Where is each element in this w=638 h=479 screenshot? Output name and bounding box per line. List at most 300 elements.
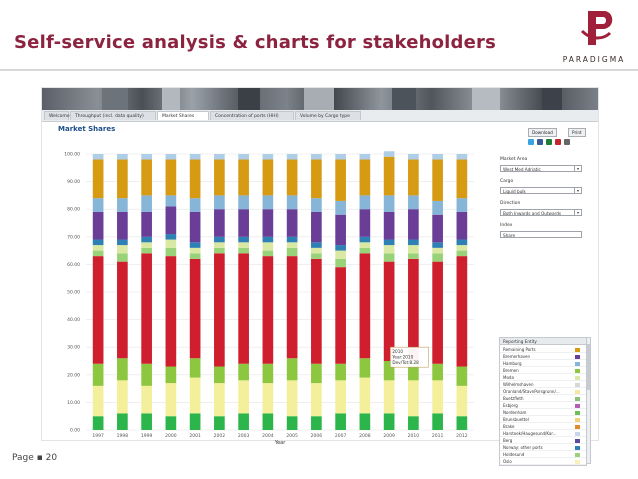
legend-item-label: Harstoek/Haugesund/Kar...: [503, 431, 557, 436]
x-tick-label: 2012: [456, 434, 468, 439]
page-number: 20: [45, 453, 58, 463]
legend-swatch: [575, 411, 580, 415]
chevron-down-icon: ▾: [574, 188, 581, 193]
legend-item-label: Hamburg: [503, 361, 522, 366]
bar-segment: [360, 160, 371, 196]
y-tick-label: 70.00: [67, 235, 80, 241]
bar-segment: [141, 413, 152, 430]
legend-swatch: [575, 369, 580, 373]
bar-segment: [384, 413, 395, 430]
bar-segment: [408, 154, 419, 160]
bar-segment: [166, 206, 177, 234]
y-tick-label: 0.00: [69, 428, 80, 434]
bar-segment: [238, 413, 249, 430]
bar-segment: [190, 253, 201, 259]
bar-segment: [166, 195, 177, 206]
x-tick-label: 2001: [189, 434, 201, 439]
bar-segment: [93, 364, 104, 386]
legend-item-label: Buetzfleth: [503, 396, 524, 401]
bar-segment: [335, 245, 346, 251]
bar-segment: [287, 209, 298, 237]
bar-segment: [190, 259, 201, 358]
legend-item-label: Oslo: [503, 459, 512, 464]
bar-segment: [408, 416, 419, 430]
legend-item[interactable]: [500, 416, 586, 423]
legend-item-label: Brunsbuettel: [503, 417, 529, 422]
bar-segment: [238, 209, 249, 237]
bar-segment: [335, 251, 346, 259]
x-tick-label: 1997: [92, 434, 104, 439]
tab-welcome[interactable]: Welcome: [44, 111, 69, 120]
legend-swatch: [575, 439, 580, 443]
bar-segment: [335, 413, 346, 430]
bar-segment: [457, 256, 468, 366]
bar-segment: [214, 154, 225, 160]
bar-segment: [93, 198, 104, 212]
bar-segment: [360, 248, 371, 254]
bar-segment: [263, 256, 274, 364]
bar-segment: [432, 215, 443, 243]
legend-scrollbar[interactable]: [586, 337, 591, 464]
bar-segment: [190, 378, 201, 414]
legend-swatch: [575, 425, 580, 429]
legend-swatch: [575, 404, 580, 408]
bar-segment: [93, 240, 104, 246]
bar-segment: [335, 201, 346, 215]
bar-segment: [457, 154, 468, 160]
legend-item[interactable]: [500, 430, 586, 437]
bar-segment: [408, 380, 419, 416]
bar-segment: [408, 195, 419, 209]
bar-segment: [432, 364, 443, 381]
legend-item[interactable]: [500, 458, 586, 465]
bar-segment: [457, 367, 468, 386]
bar-segment: [93, 251, 104, 257]
facebook-icon[interactable]: [537, 139, 543, 145]
legend-item[interactable]: [500, 360, 586, 367]
bar-segment: [287, 237, 298, 243]
legend-item-label: Remaining Ports: [503, 347, 536, 352]
bar-segment: [360, 237, 371, 243]
bar-segment: [117, 380, 128, 413]
legend-item[interactable]: [500, 346, 586, 353]
bar-segment: [93, 416, 104, 430]
bar-segment: [360, 154, 371, 160]
legend-item[interactable]: [500, 437, 586, 444]
bar-segment: [335, 267, 346, 364]
legend-item[interactable]: [500, 353, 586, 360]
legend-item-label: Berg: [503, 438, 513, 443]
bar-segment: [384, 195, 395, 212]
bar-segment: [190, 198, 201, 212]
bar-segment: [141, 364, 152, 386]
bar-segment: [263, 195, 274, 209]
bar-segment: [287, 248, 298, 256]
bar-segment: [432, 253, 443, 261]
direction-label: Direction: [500, 201, 521, 206]
bar-segment: [287, 416, 298, 430]
bar-segment: [166, 256, 177, 366]
legend-swatch: [575, 397, 580, 401]
bar-segment: [263, 383, 274, 413]
paradigma-logo-text: PARADIGMA: [562, 55, 626, 64]
legend-item[interactable]: [500, 374, 586, 381]
bar-segment: [360, 195, 371, 209]
bar-segment: [93, 160, 104, 199]
bar-segment: [311, 242, 322, 248]
y-tick-label: 60.00: [67, 262, 80, 268]
bar-segment: [214, 237, 225, 243]
bar-segment: [117, 253, 128, 261]
legend-swatch: [575, 355, 580, 359]
pdf-icon[interactable]: [555, 139, 561, 145]
bar-segment: [384, 240, 395, 246]
bar-segment: [166, 383, 177, 416]
bar-segment: [311, 383, 322, 416]
bar-segment: [432, 160, 443, 201]
bar-segment: [432, 201, 443, 215]
bar-segment: [238, 364, 249, 381]
bar-segment: [141, 160, 152, 196]
y-tick-label: 50.00: [67, 290, 80, 296]
direction-value: Both Inwards and Outwards: [503, 211, 562, 216]
bar-segment: [335, 154, 346, 160]
x-tick-label: 2000: [165, 434, 177, 439]
bar-segment: [360, 413, 371, 430]
bar-segment: [117, 262, 128, 359]
bar-segment: [214, 383, 225, 416]
bar-segment: [457, 240, 468, 246]
x-tick-label: 2010: [407, 434, 420, 439]
tab-throughput[interactable]: Throughput (incl. data quality): [70, 111, 156, 120]
bar-segment: [190, 242, 201, 248]
bar-segment: [408, 240, 419, 246]
legend-item[interactable]: [500, 381, 586, 388]
legend-item-label: Bremerhaven: [503, 354, 531, 359]
cargo-label: Cargo: [500, 179, 514, 184]
bar-segment: [141, 212, 152, 237]
x-axis-label: Year: [274, 440, 286, 446]
bar-segment: [457, 160, 468, 199]
bar-segment: [408, 209, 419, 239]
app-screenshot: [42, 88, 598, 464]
y-tick-label: 90.00: [67, 180, 80, 186]
bar-segment: [287, 256, 298, 358]
market-area-value: West Med Adriatic: [503, 167, 541, 172]
panel-title: Market Shares: [58, 125, 116, 133]
slide-title: Self-service analysis & charts for stakeholders: [14, 32, 497, 53]
index-select[interactable]: [500, 231, 582, 238]
bar-segment: [141, 195, 152, 212]
bar-segment: [238, 253, 249, 363]
legend-swatch: [575, 432, 580, 436]
tooltip-line: 2010: [392, 349, 404, 355]
bar-segment: [117, 413, 128, 430]
bar-segment: [93, 245, 104, 251]
bar-segment: [311, 253, 322, 259]
cargo-select[interactable]: [500, 187, 582, 194]
bar-segment: [117, 245, 128, 253]
bar-segment: [408, 160, 419, 196]
bar-segment: [360, 358, 371, 377]
bar-segment: [141, 253, 152, 363]
bar-segment: [190, 154, 201, 160]
market-shares-chart: [42, 88, 498, 446]
x-tick-label: 2005: [286, 434, 298, 439]
bar-segment: [408, 253, 419, 259]
paradigma-logo: [552, 5, 636, 67]
legend-swatch: [575, 348, 580, 352]
bar-segment: [214, 367, 225, 384]
legend-item-label: Esbjerg: [503, 403, 518, 408]
y-tick-label: 30.00: [67, 345, 80, 351]
bar-segment: [214, 160, 225, 196]
bar-segment: [238, 237, 249, 243]
y-tick-label: 100.00: [64, 152, 80, 158]
bar-segment: [335, 160, 346, 201]
share-icons: [528, 138, 588, 146]
filter-panel: [498, 124, 598, 464]
bar-segment: [238, 380, 249, 413]
bar-segment: [93, 212, 104, 240]
paradigma-logo-mark-icon: [552, 5, 636, 55]
bar-segment: [190, 212, 201, 242]
bar-segment: [166, 416, 177, 430]
bar-segment: [432, 242, 443, 248]
bar-segment: [384, 245, 395, 253]
bar-segment: [117, 358, 128, 380]
y-tick-label: 80.00: [67, 207, 80, 213]
bar-segment: [287, 154, 298, 160]
legend-swatch: [575, 460, 580, 464]
bar-segment: [408, 259, 419, 361]
legend-item-label: Oranland/StavnPorsgrunn/...: [503, 389, 560, 394]
legend-item[interactable]: [500, 409, 586, 416]
bar-segment: [263, 154, 274, 160]
market-area-select[interactable]: [500, 165, 582, 172]
legend-item[interactable]: [500, 423, 586, 430]
x-tick-label: 2003: [237, 434, 250, 439]
bar-segment: [166, 234, 177, 240]
x-tick-label: 1999: [140, 434, 153, 439]
bar-segment: [141, 248, 152, 254]
bar-segment: [93, 154, 104, 160]
x-tick-label: 2009: [383, 434, 395, 439]
legend-item-label: Holdesund: [503, 452, 525, 457]
bar-segment: [117, 240, 128, 246]
legend-item-label: Bremen: [503, 368, 519, 373]
bar-segment: [384, 262, 395, 361]
print-button[interactable]: Print: [568, 128, 586, 137]
bar-segment: [263, 160, 274, 196]
header-divider: [0, 69, 638, 71]
bar-segment: [117, 160, 128, 199]
bar-segment: [384, 212, 395, 240]
bar-segment: [141, 242, 152, 248]
bar-segment: [263, 237, 274, 243]
bar-segment: [287, 195, 298, 209]
legend-item[interactable]: [500, 402, 586, 409]
legend-swatch: [575, 376, 580, 380]
bar-segment: [238, 248, 249, 254]
legend-item-label: Norway: other ports: [503, 445, 543, 450]
tooltip-line: Year:2010: [392, 354, 414, 360]
x-tick-label: 2004: [262, 434, 274, 439]
legend: [499, 337, 587, 466]
index-label: Index: [500, 223, 513, 228]
bar-segment: [238, 154, 249, 160]
slide-header: [0, 0, 638, 70]
bar-segment: [335, 380, 346, 413]
bar-segment: [384, 151, 395, 157]
bar-segment: [287, 380, 298, 416]
bar-segment: [214, 416, 225, 430]
bar-segment: [311, 198, 322, 212]
bar-segment: [432, 154, 443, 160]
bar-segment: [190, 413, 201, 430]
bar-segment: [432, 413, 443, 430]
bar-segment: [117, 198, 128, 212]
bar-segment: [432, 262, 443, 364]
bar-segment: [287, 160, 298, 196]
bar-segment: [311, 154, 322, 160]
y-tick-label: 40.00: [67, 318, 80, 324]
bar-segment: [166, 154, 177, 160]
page-bullet: ▪: [36, 453, 46, 463]
bar-segment: [335, 259, 346, 267]
direction-select[interactable]: [500, 209, 582, 216]
legend-swatch: [575, 453, 580, 457]
bar-segment: [432, 380, 443, 413]
legend-swatch: [575, 446, 580, 450]
bar-segment: [457, 198, 468, 212]
page-label: Page: [12, 453, 34, 463]
bar-segment: [360, 209, 371, 237]
legend-item[interactable]: [500, 444, 586, 451]
legend-item-label: Wilhelmshaven: [503, 382, 534, 387]
bar-segment: [117, 212, 128, 240]
scrollbar-thumb[interactable]: [587, 344, 590, 390]
bar-segment: [166, 367, 177, 384]
page-footer: [12, 453, 57, 463]
bar-segment: [141, 237, 152, 243]
bar-segment: [311, 416, 322, 430]
tab-market-shares[interactable]: Market Shares: [157, 111, 209, 120]
bar-segment: [408, 245, 419, 253]
bar-segment: [457, 245, 468, 251]
x-tick-label: 2008: [359, 434, 371, 439]
bar-segment: [384, 380, 395, 413]
cargo-value: Liquid bulk: [503, 189, 526, 194]
bar-segment: [457, 212, 468, 240]
bar-segment: [141, 386, 152, 414]
bar-segment: [360, 242, 371, 248]
bar-segment: [335, 364, 346, 381]
bar-segment: [311, 364, 322, 383]
bar-segment: [360, 378, 371, 414]
bar-segment: [457, 386, 468, 416]
legend-swatch: [575, 362, 580, 366]
bar-segment: [311, 212, 322, 242]
tab-volume-by-cargo[interactable]: Volume by Cargo type: [295, 111, 361, 120]
legend-item-label: Nordenham: [503, 410, 527, 415]
index-value: Share: [503, 233, 516, 238]
bar-segment: [214, 195, 225, 209]
chevron-down-icon: ▾: [574, 166, 581, 171]
bar-segment: [238, 160, 249, 196]
legend-item[interactable]: [500, 388, 586, 395]
bar-segment: [214, 209, 225, 237]
x-tick-label: 2002: [213, 434, 226, 439]
bar-segment: [311, 259, 322, 364]
twitter-icon[interactable]: [528, 139, 534, 145]
legend-swatch: [575, 383, 580, 387]
bar-segment: [263, 413, 274, 430]
legend-item[interactable]: [500, 395, 586, 402]
bar-segment: [93, 386, 104, 416]
legend-item-label: Brake: [503, 424, 515, 429]
bar-segment: [190, 248, 201, 254]
legend-item[interactable]: [500, 367, 586, 374]
bar-segment: [384, 253, 395, 261]
bar-segment: [335, 215, 346, 245]
bar-segment: [432, 248, 443, 254]
legend-item[interactable]: [500, 451, 586, 458]
legend-swatch: [575, 418, 580, 422]
bar-segment: [93, 256, 104, 364]
bar-segment: [166, 248, 177, 256]
bar-segment: [287, 358, 298, 380]
market-area-label: Market Area: [500, 157, 528, 162]
bar-segment: [384, 157, 395, 196]
bar-segment: [263, 364, 274, 383]
bar-segment: [287, 242, 298, 248]
bar-segment: [238, 242, 249, 248]
download-button[interactable]: Download: [528, 128, 557, 137]
bar-segment: [311, 248, 322, 254]
excel-icon[interactable]: [546, 139, 552, 145]
x-tick-label: 2006: [310, 434, 323, 439]
y-tick-label: 10.00: [67, 400, 80, 406]
bar-segment: [263, 209, 274, 237]
legend-swatch: [575, 390, 580, 394]
bar-segment: [214, 248, 225, 254]
bar-segment: [263, 251, 274, 257]
bar-segment: [457, 251, 468, 257]
tab-concentration[interactable]: Concentration of ports (HHI): [210, 111, 294, 120]
bar-segment: [457, 416, 468, 430]
bar-segment: [311, 160, 322, 199]
print-icon[interactable]: [564, 139, 570, 145]
bar-segment: [190, 358, 201, 377]
bar-segment: [238, 195, 249, 209]
legend-item-label: Moda: [503, 375, 514, 380]
legend-header: Reporting Entity: [500, 338, 586, 345]
bar-segment: [214, 242, 225, 248]
chevron-down-icon: ▾: [574, 210, 581, 215]
x-tick-label: 2011: [431, 434, 444, 439]
x-tick-label: 2007: [334, 434, 347, 439]
x-tick-label: 1998: [116, 434, 129, 439]
bar-segment: [166, 240, 177, 248]
tooltip-line: Dev/Tot:8.28: [392, 360, 419, 366]
bar-segment: [214, 253, 225, 366]
bar-segment: [360, 253, 371, 358]
bar-segment: [263, 242, 274, 250]
bar-segment: [141, 154, 152, 160]
bar-segment: [117, 154, 128, 160]
bar-segment: [190, 160, 201, 199]
